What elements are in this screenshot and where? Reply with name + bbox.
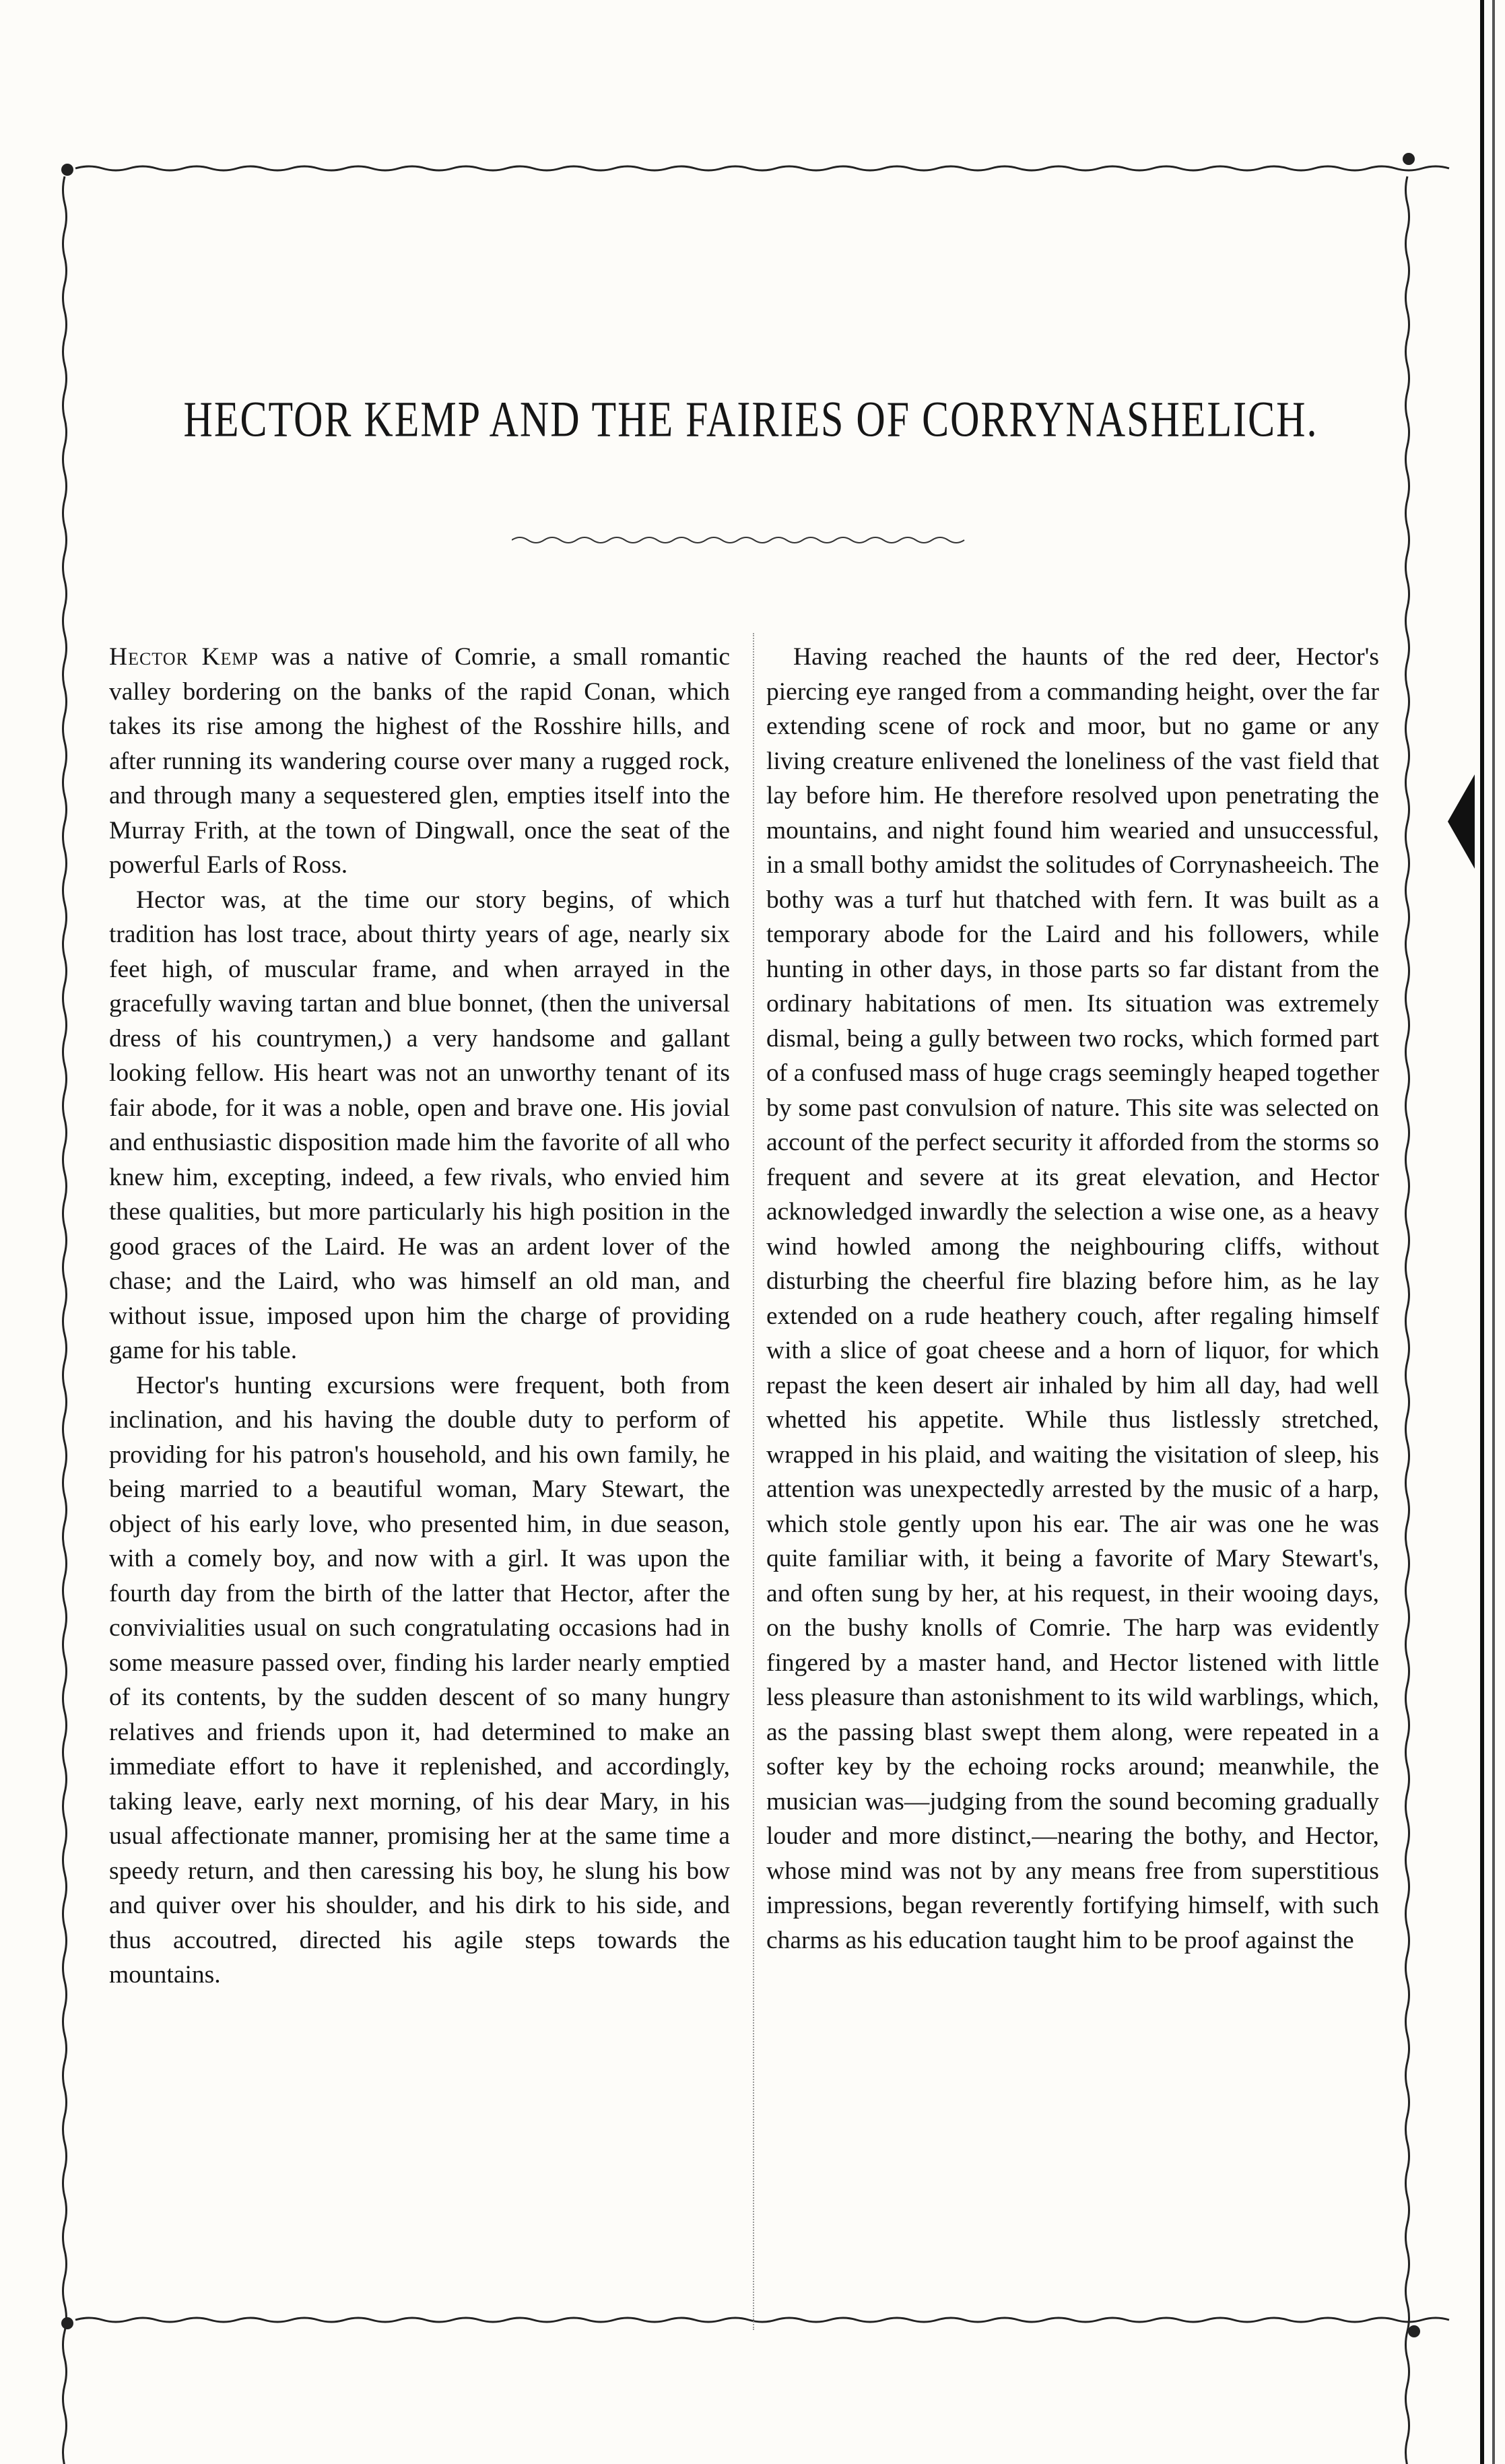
opening-small-caps: Hector Kemp bbox=[109, 643, 259, 671]
paragraph: Having reached the haunts of the red deer, Hector's piercing eye ranged from a commanding height, over the far extending scene of rock and moor, but no game or any living creature enlivened the loneliness of the vast field that lay before him. He therefore resolved upon penetrating the mountains, and night found him wearied and unsuccessful, in a small bothy amidst the solitudes of Corrynasheeich. The bothy was a turf hut thatched with fern. It was built as a temporary abode for the Laird and his followers, while hunting in other days, in those parts so far distant from the ordinary habitations of men. Its situation was extremely dismal, being a gully between two rocks, which formed part of a confused mass of huge crags seemingly heaped together by some past convulsion of nature. This site was selected on account of the perfect security it afforded from the storms so frequent and severe at its great elevation, and Hector acknowledged inwardly the selection a wise one, as a heavy wind howled among the neighbouring cliffs, without disturbing the cheerful fire blazing before him, as he lay extended on a rude heathery couch, after regaling himself with a slice of goat cheese and a horn of liquor, for which repast the keen desert air inhaled by him all day, had well whetted his appetite. While thus listlessly stretched, wrapped in his plaid, and waiting the visitation of sleep, his attention was unexpectedly arrested by the music of a harp, which stole gently upon his ear. The air was one he was quite familiar with, it being a favorite of Mary Stewart's, and often sung by her, at his request, in their wooing days, on the bushy knolls of Comrie. The harp was evidently fingered by a master hand, and Hector listened with little less pleasure than astonishment to its wild warblings, which, as the passing blast swept them along, were repeated in a softer key by the echoing rocks around; meanwhile, the musician was—judging from the sound becoming gradually louder and more distinct,—nearing the bothy, and Hector, whose mind was not by any means free from superstitious impressions, began reverently fortifying himself, with such charms as his education taught him to be proof against the bbox=[766, 643, 1379, 1954]
binding-edge bbox=[1448, 0, 1505, 2464]
left-column bbox=[109, 640, 730, 1993]
paragraph: Hector's hunting excursions were frequent, both from inclination, and his having the double duty to perform of providing for his patron's household, and his own family, he being married to a beautiful woman, Mary Stewart, the object of his early love, who presented him, in due season, with a comely boy, and now with a girl. It was upon the fourth day from the birth of the latter that Hector, after the convivialities usual on such congratulating occasions had in some measure passed over, finding his larder nearly emptied of its contents, by the sudden descent of so many hungry relatives and friends upon it, had determined to make an immediate effort to have it replenished, and accordingly, taking leave, early next morning, of his dear Mary, in his usual affectionate manner, promising her at the same time a speedy return, and then caressing his boy, he slung his bow and quiver over his shoulder, and his dirk to his side, and thus accoutred, directed his agile steps towards the mountains. bbox=[109, 1371, 730, 1989]
paragraph-text: was a native of Comrie, a small romantic valley bordering on the banks of the rapid Conan, which takes its rise among the highest of the Rosshire hills, and after running its wandering course over many a rugged rock, and through many a sequestered glen, empties itself into the Murray Frith, at the town of Dingwall, once the seat of the powerful Earls of Ross. bbox=[109, 643, 730, 879]
paragraph: Hector was, at the time our story begins, of which tradition has lost trace, about thirty years of age, nearly six feet high, of muscular frame, and when arrayed in the gracefully waving tartan and blue bonnet, (then the universal dress of his countrymen,) a very handsome and gallant looking fellow. His heart was not an unworthy tenant of its fair abode, for it was a noble, open and brave one. His jovial and enthusiastic disposition made him the favorite of all who knew him, excepting, indeed, a few rivals, who envied him these qualities, but more particularly his high position in the good graces of the Laird. He was an ardent lover of the chase; and the Laird, who was himself an old man, and without issue, imposed upon him the charge of providing game for his table. bbox=[109, 886, 730, 1364]
title-ornament bbox=[512, 532, 983, 548]
column-divider bbox=[753, 633, 754, 2330]
paragraph bbox=[109, 640, 730, 883]
story-title: HECTOR KEMP AND THE FAIRIES OF CORRYNASHELICH. bbox=[183, 391, 1318, 447]
right-column bbox=[766, 640, 1379, 1958]
